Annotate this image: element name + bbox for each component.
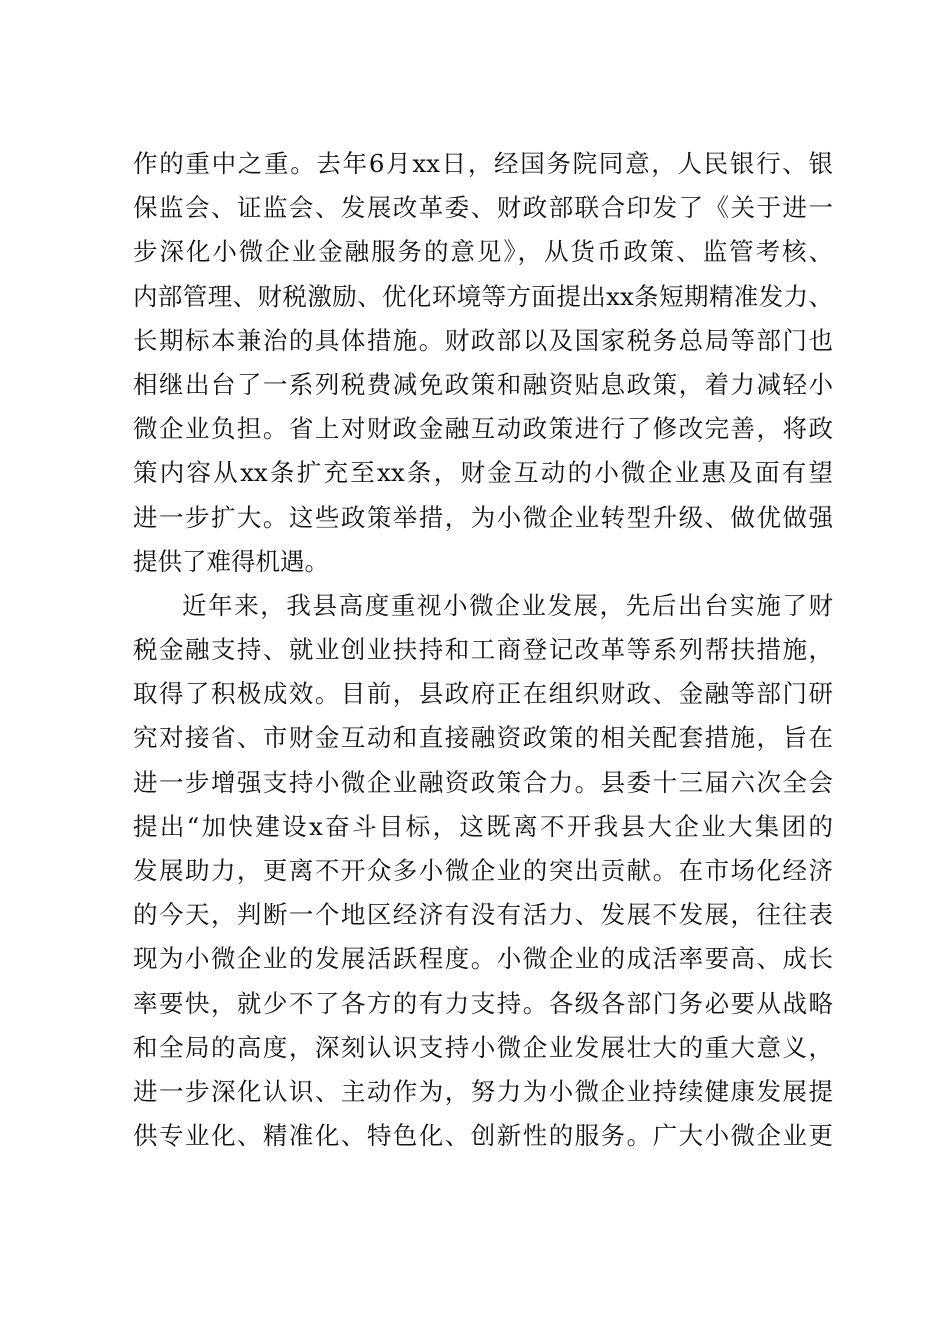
text-line: 的今天，判断一个地区经济有没有活力、发展不发展，往往表	[133, 900, 833, 930]
text-line: 相继出台了一系列税费减免政策和融资贴息政策，着力减轻小	[133, 369, 833, 399]
text-line: 进一步深化认识、主动作为，努力为小微企业持续健康发展提	[133, 1076, 833, 1106]
text-line: 保监会、证监会、发展改革委、财政部联合印发了《关于进一	[133, 193, 833, 223]
text-line: 提供了难得机遇。	[133, 546, 329, 576]
text-line: 现为小微企业的发展活跃程度。小微企业的成活率要高、成长	[133, 944, 833, 974]
text-line: 微企业负担。省上对财政金融互动政策进行了修改完善，将政	[133, 414, 833, 444]
text-line: 提出“加快建设x奋斗目标，这既离不开我县大企业大集团的	[133, 811, 833, 841]
paragraph-policy-background	[133, 142, 833, 584]
text-line: 取得了积极成效。目前，县政府正在组织财政、金融等部门研	[133, 679, 833, 709]
text-line: 内部管理、财税激励、优化环境等方面提出xx条短期精准发力、	[133, 281, 833, 311]
text-line: 作的重中之重。去年6月xx日，经国务院同意，人民银行、银	[133, 149, 833, 178]
text-line: 率要快，就少不了各方的有力支持。各级各部门务必要从战略	[133, 988, 833, 1018]
text-line: 进一步增强支持小微企业融资政策合力。县委十三届六次全会	[133, 767, 833, 797]
text-line: 步深化小微企业金融服务的意见》，从货币政策、监管考核、	[133, 237, 833, 267]
text-line: 究对接省、市财金互动和直接融资政策的相关配套措施，旨在	[133, 723, 833, 753]
text-line: 税金融支持、就业创业扶持和工商登记改革等系列帮扶措施，	[133, 635, 833, 665]
text-line: 长期标本兼治的具体措施。财政部以及国家税务总局等部门也	[133, 325, 833, 355]
text-line: 策内容从xx条扩充至xx条，财金互动的小微企业惠及面有望	[133, 458, 833, 488]
text-line: 近年来，我县高度重视小微企业发展，先后出台实施了财	[182, 590, 833, 620]
text-line: 发展助力，更离不开众多小微企业的突出贡献。在市场化经济	[133, 856, 833, 885]
body-text	[133, 142, 833, 1158]
text-line: 和全局的高度，深刻认识支持小微企业发展壮大的重大意义，	[133, 1032, 833, 1062]
text-line: 供专业化、精准化、特色化、创新性的服务。广大小微企业更	[133, 1121, 833, 1151]
paragraph-county-measures	[133, 584, 833, 1158]
text-line: 进一步扩大。这些政策举措，为小微企业转型升级、做优做强	[133, 502, 833, 532]
